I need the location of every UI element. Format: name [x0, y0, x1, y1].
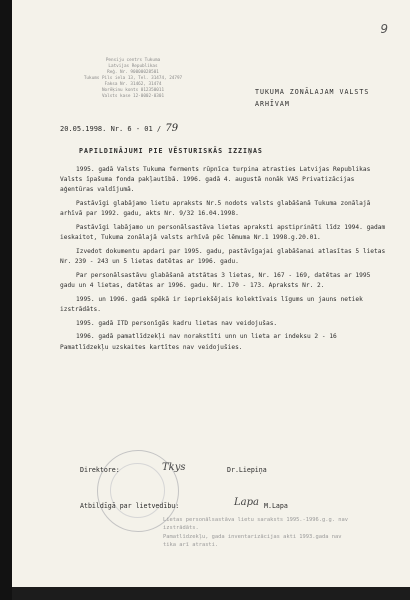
registration-number: 79: [165, 123, 179, 134]
document-heading: PAPILDINĀJUMI PIE VĒSTURISKĀS IZZIŅAS: [79, 147, 263, 155]
body-paragraph: Pastāvīgi labājamo un personālsastāva lietas apraksti apstiprināti līdz 1994. gadam ieskaitot, Tukuma zonālajā valsts arhīvā pēc lēmuma Nr.1 1998.g.20.01.: [60, 224, 386, 242]
stamp-line: Norēķinu konts 012350011: [101, 88, 165, 93]
body-paragraph: Pastāvīgi glabājamo lietu apraksts Nr.5 nodots valsts glabāšanā Tukuma zonālajā arhīvā par 1992. gadu, akts Nr. 9/32 16.04.1998.: [60, 200, 371, 218]
faded-line: Lietas personālsastāva lietu saraksts 1995.-1996.g.g. nav: [163, 517, 348, 523]
body-paragraph: 1995. gadā ITD personīgās kadru lietas nav veidojušas.: [76, 319, 278, 327]
director-signature: Tkys: [162, 462, 186, 473]
letterhead-stamp: [74, 58, 192, 100]
body-paragraph: 1995. un 1996. gadā spēkā ir iepriekšējais kolektīvais līgums un jauns netiek izstrādāts.: [60, 295, 363, 313]
stamp-line: Pensiju centrs Tukuma: [105, 58, 161, 63]
body-paragraph: 1996. gadā pamatlīdzekļi nav norakstīti unn un lieta ar indeksu 2 - 16 Pamatlīdzekļu uzskaites kartītes nav veidojušies.: [60, 333, 337, 351]
faded-line: Pamatlīdzekļu, gada inventarizācijas akti 1993.gada nav: [163, 533, 342, 540]
faded-line: tika arī atrasti.: [163, 542, 219, 549]
page-number: 9: [380, 22, 388, 36]
body-paragraph: Par personālsastāvu glabāšanā atstātas 3 lietas, Nr. 167 - 169, datētas ar 1995 gadu un 4 lietas, datētas ar 1996. gadu. Nr. 170 - 173. Apraksts Nr. 2.: [60, 271, 371, 290]
stamp-line: Valsts kase 12-0002-0301: [101, 94, 165, 99]
body-paragraph: Izvedot dokumentu apdari par 1995. gadu, pastāvīgajai glabāšanai atlasītas 5 lietas Nr. 239 - 243 un 5 lietas datētas ar 1996. gadu.: [60, 247, 386, 266]
stamp-line: Faksa Nr. 31462, 31474: [104, 82, 162, 87]
faded-line: izstrādāts.: [163, 525, 199, 532]
recipient-line: ARHĪVAM: [255, 100, 290, 108]
document-body: [60, 165, 388, 356]
scanner-left-edge: [0, 0, 12, 600]
responsible-signature: Lapa: [234, 497, 259, 508]
registration-text: 20.05.1998. Nr. 6 - 01 /: [60, 125, 162, 133]
recipient-line: TUKUMA ZONĀLAJAM VALSTS: [255, 88, 370, 96]
faded-note: [163, 516, 387, 550]
registration-line: [60, 123, 178, 134]
stamp-line: Latvijas Republikas: [108, 64, 158, 69]
director-label: Direktore:: [80, 466, 120, 474]
recipient-block: [255, 86, 369, 110]
responsible-label: Atbildīgā par lietvedību:: [80, 502, 180, 510]
document-page: [12, 0, 410, 587]
director-name: Dr.Liepiņa: [227, 466, 267, 474]
stamp-line: Reģ. Nr. 90000028501: [107, 70, 159, 75]
body-paragraph: 1995. gadā Valsts Tukuma ferments rūpnīca turpina atrasties Latvijas Republikas Valsts īpašuma fonda pakļautībā. 1996. gadā 4. augustā nonāk VAS Privatizācijas aģentūras valdījumā.: [60, 166, 371, 194]
responsible-name: M.Lapa: [264, 502, 288, 510]
stamp-line: Tukums Pils iela 13, Tel. 31474, 24797: [83, 76, 183, 81]
scanner-bottom-edge: [12, 587, 410, 600]
